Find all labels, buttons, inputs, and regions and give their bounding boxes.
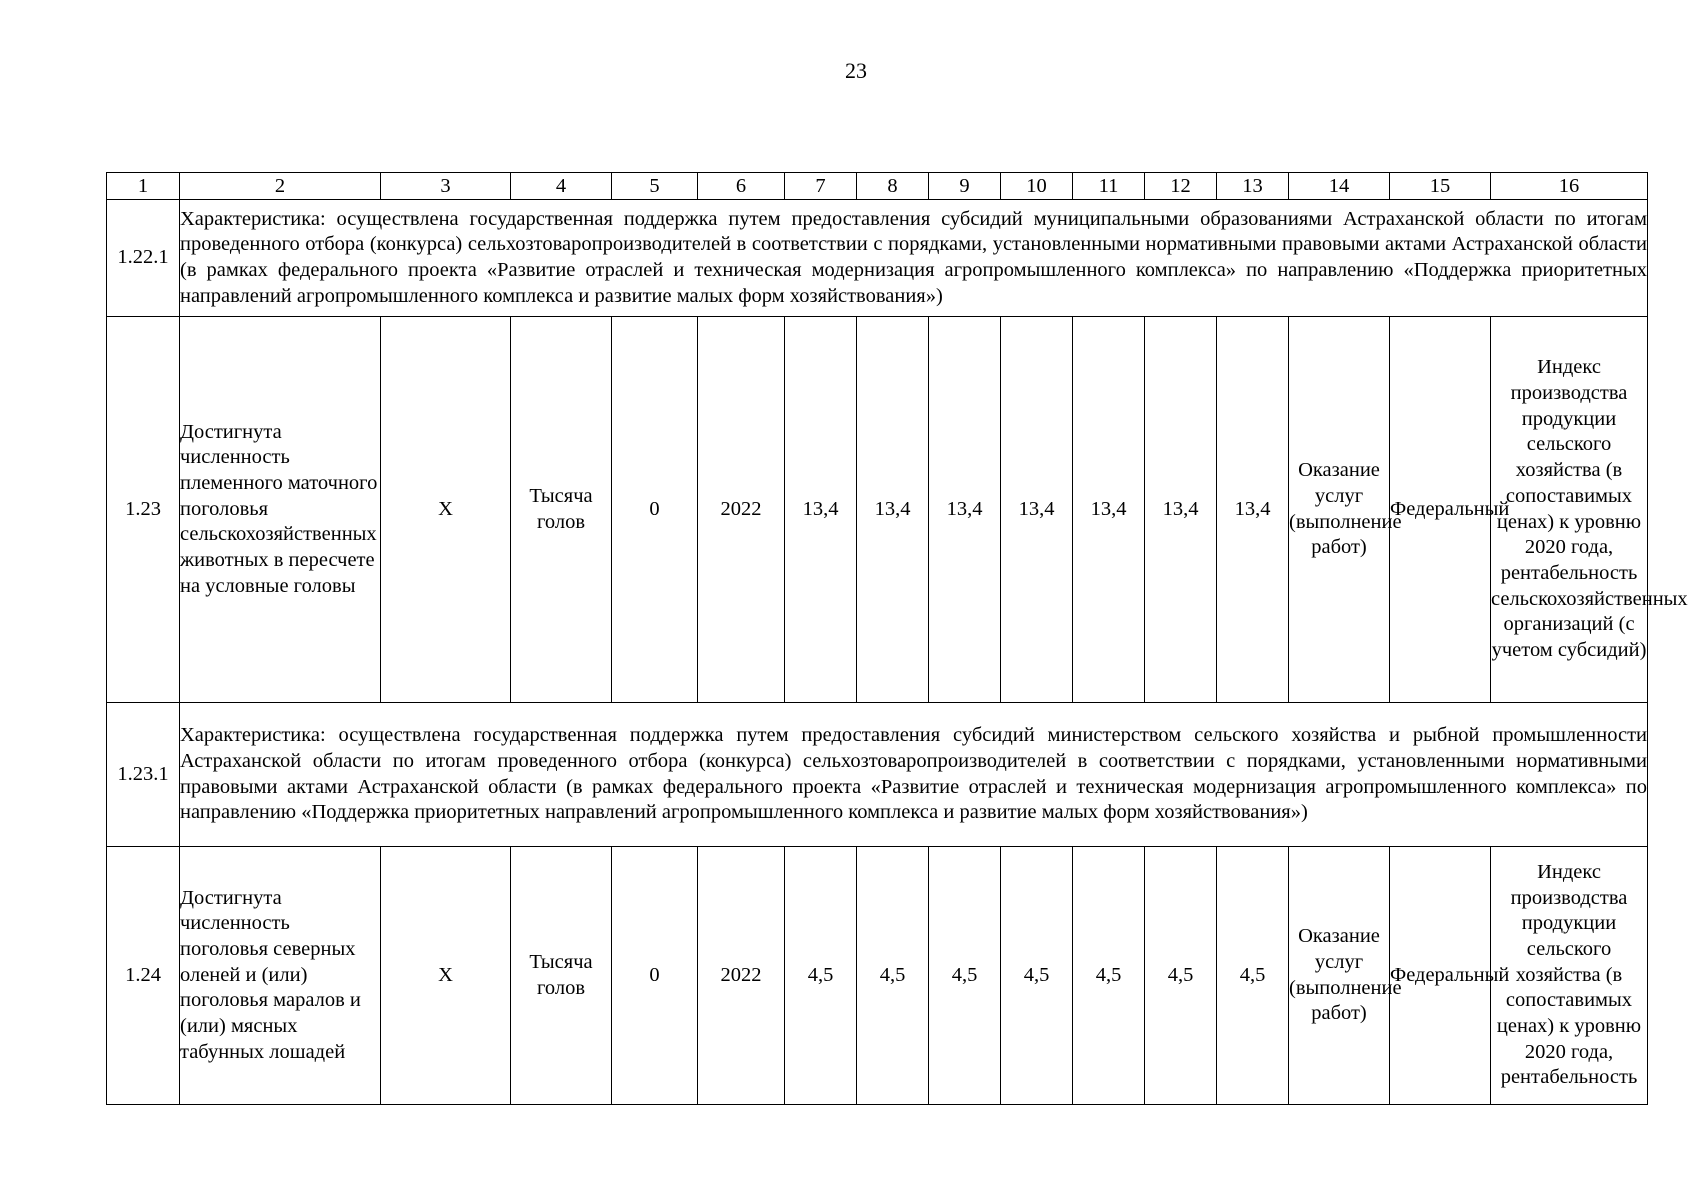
column-number: 2	[180, 173, 381, 200]
base-value-cell: 0	[612, 317, 698, 703]
characteristic-text: Характеристика: осуществлена государственная поддержка путем предоставления субсидий министерством сельского хозяйства и рыбной промышленности Астраханской области по итогам проведенного отбора (конкурса) сельхозтоваропроизводителей в соответствии с порядками, установленными нормативными правовыми актами Астраханской области (в рамках федерального проекта «Развитие отраслей и техническая модернизация агропромышленного комплекса» по направлению «Поддержка приоритетных направлений агропромышленного комплекса и развитие малых форм хозяйствования»)	[180, 703, 1648, 847]
result-type-cell: Оказание услуг (выполнение работ)	[1289, 317, 1390, 703]
characteristic-text: Характеристика: осуществлена государственная поддержка путем предоставления субсидий муниципальными образованиями Астраханской области по итогам проведенного отбора (конкурса) сельхозтоваропроизводителей в соответствии с порядками, установленными нормативными правовыми актами Астраханской области (в рамках федерального проекта «Развитие отраслей и техническая модернизация агропромышленного комплекса» по направлению «Поддержка приоритетных направлений агропромышленного комплекса и развитие малых форм хозяйствования»)	[180, 200, 1648, 317]
value-cell: 13,4	[1145, 317, 1217, 703]
result-row	[107, 317, 1648, 703]
indicator-link-cell: Индекс производства продукции сельского хозяйства (в сопоставимых ценах) к уровню 2020 года, рентабельность	[1491, 847, 1648, 1105]
base-year-cell: 2022	[698, 847, 785, 1105]
basic-value-cell: Х	[381, 847, 511, 1105]
value-cell: 4,5	[929, 847, 1001, 1105]
column-number: 10	[1001, 173, 1073, 200]
base-year-cell: 2022	[698, 317, 785, 703]
result-name: Достигнута численность поголовья северных оленей и (или) поголовья маралов и (или) мясных табунных лошадей	[180, 847, 381, 1105]
base-value-cell: 0	[612, 847, 698, 1105]
column-number: 9	[929, 173, 1001, 200]
result-row	[107, 847, 1648, 1105]
column-number: 3	[381, 173, 511, 200]
column-number: 12	[1145, 173, 1217, 200]
value-cell: 4,5	[1001, 847, 1073, 1105]
unit-cell: Тысяча голов	[511, 847, 612, 1105]
value-cell: 13,4	[1073, 317, 1145, 703]
unit-cell: Тысяча голов	[511, 317, 612, 703]
column-number: 15	[1390, 173, 1491, 200]
value-cell: 13,4	[785, 317, 857, 703]
value-cell: 13,4	[1217, 317, 1289, 703]
column-number: 4	[511, 173, 612, 200]
level-cell: Федеральный	[1390, 317, 1491, 703]
column-number: 8	[857, 173, 929, 200]
row-code: 1.23.1	[107, 703, 180, 847]
result-name: Достигнута численность племенного маточного поголовья сельскохозяйственных животных в пересчете на условные головы	[180, 317, 381, 703]
row-code: 1.23	[107, 317, 180, 703]
value-cell: 13,4	[929, 317, 1001, 703]
column-number: 7	[785, 173, 857, 200]
value-cell: 4,5	[857, 847, 929, 1105]
column-number: 13	[1217, 173, 1289, 200]
level-cell: Федеральный	[1390, 847, 1491, 1105]
value-cell: 4,5	[1073, 847, 1145, 1105]
page-number: 23	[845, 58, 867, 83]
column-number: 6	[698, 173, 785, 200]
value-cell: 13,4	[1001, 317, 1073, 703]
basic-value-cell: Х	[381, 317, 511, 703]
row-code: 1.22.1	[107, 200, 180, 317]
column-number: 14	[1289, 173, 1390, 200]
column-number: 11	[1073, 173, 1145, 200]
row-code: 1.24	[107, 847, 180, 1105]
value-cell: 13,4	[857, 317, 929, 703]
column-number: 1	[107, 173, 180, 200]
result-type-cell: Оказание услуг (выполнение работ)	[1289, 847, 1390, 1105]
characteristic-row	[107, 200, 1648, 317]
column-number: 16	[1491, 173, 1648, 200]
value-cell: 4,5	[1217, 847, 1289, 1105]
characteristic-row	[107, 703, 1648, 847]
value-cell: 4,5	[1145, 847, 1217, 1105]
column-number: 5	[612, 173, 698, 200]
indicator-link-cell: Индекс производства продукции сельского хозяйства (в сопоставимых ценах) к уровню 2020 года, рентабельность сельскохозяйственных организаций (с учетом субсидий)	[1491, 317, 1648, 703]
results-table	[106, 172, 1688, 1105]
column-number-row	[107, 173, 1648, 200]
value-cell: 4,5	[785, 847, 857, 1105]
